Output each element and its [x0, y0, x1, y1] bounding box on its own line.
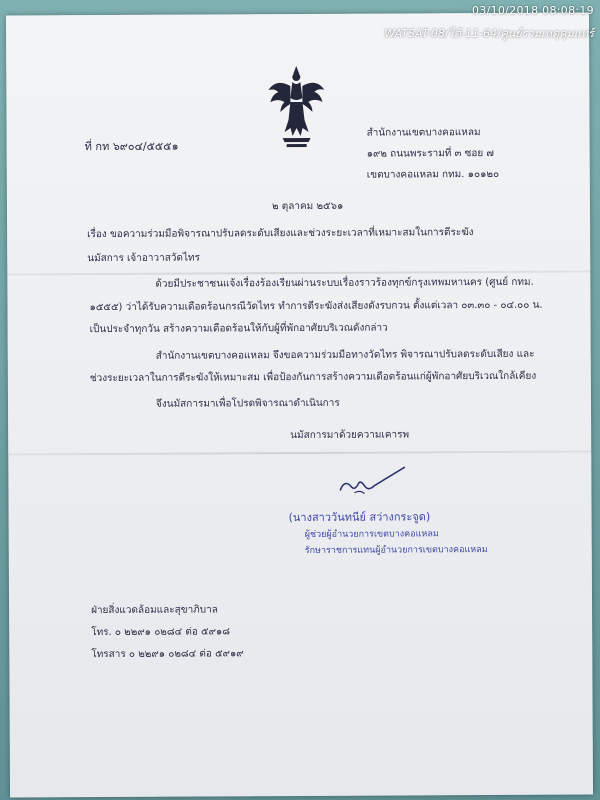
paragraph3: จึงนมัสการมาเพื่อโปรดพิจารณาดำเนินการ [155, 397, 340, 410]
photo-timestamp: 03/10/2018 08:08:19 [471, 4, 594, 17]
signatory-name: (นางสาววันทนีย์ สว่างกระจูด) [288, 510, 431, 525]
letter-paper [6, 12, 593, 797]
signatory-title2: รักษาราชการแทนผู้อำนวยการเขตบางคอแหลม [304, 545, 488, 556]
paragraph1-line3: เป็นประจำทุกวัน สร้างความเดือดร้อนให้กับผู้ที่พักอาศัยบริเวณดังกล่าว [89, 322, 388, 336]
letter-salutation: นมัสการ เจ้าอาวาสวัดไทร [87, 252, 200, 265]
paragraph1-line1: ด้วยมีประชาชนแจ้งเรื่องร้องเรียนผ่านระบบเรื่องราวร้องทุกข์กรุงเทพมหานคร (ศูนย์ กทม. [155, 276, 534, 290]
photo-reference: WATSAT-08/ใต้-11-64/ศูนย์รวมเหตุคุมแทร์ [384, 27, 594, 40]
sender-address-line2: เขตบางคอแหลม กทม. ๑๐๑๒๐ [366, 168, 500, 181]
sender-address-line1: ๑๙๒ ถนนพระรามที่ ๓ ซอย ๗ [366, 147, 494, 160]
fax: โทรสาร ๐ ๒๒๙๑ ๐๒๘๔ ต่อ ๕๙๑๙ [91, 648, 244, 661]
garuda-emblem-icon [262, 62, 330, 152]
telephone: โทร. ๐ ๒๒๙๑ ๐๒๘๔ ต่อ ๕๙๑๘ [91, 626, 231, 639]
department: ฝ่ายสิ่งแวดล้อมและสุขาภิบาล [91, 604, 218, 617]
handwritten-signature [334, 459, 424, 499]
reference-number: ที่ กท ๖๙๐๔/๕๕๕๑ [84, 139, 179, 154]
closing-line: นมัสการมาด้วยความเคารพ [290, 429, 410, 442]
sender-office: สำนักงานเขตบางคอแหลม [366, 127, 481, 139]
paragraph2-line1: สำนักงานเขตบางคอแหลม จึงขอความร่วมมือทางวัดไทร พิจารณาปรับลดระดับเสียง และ [155, 348, 535, 362]
signatory-title1: ผู้ช่วยผู้อำนวยการเขตบางคอแหลม [304, 529, 439, 540]
paper-fold [8, 450, 591, 455]
letter-subject: เรื่อง ขอความร่วมมือพิจารณาปรับลดระดับเสียงและช่วงระยะเวลาที่เหมาะสมในการตีระฆัง [87, 227, 474, 241]
letter-date: ๒ ตุลาคม ๒๕๖๑ [271, 200, 344, 213]
paragraph2-line2: ช่วงระยะเวลาในการตีระฆังให้เหมาะสม เพื่อป้องกันการสร้างความเดือดร้อนแก่ผู้พักอาศัยบริเวณใกล้เคียง [89, 370, 537, 385]
paragraph1-line2: ๑๕๕๕) ว่าได้รับความเดือดร้อนกรณีวัดไทร ทำการตีระฆังส่งเสียงดังรบกวน ตั้งแต่เวลา ๐๓.๓๐ - ๐๔.๐๐ น. [89, 299, 543, 314]
